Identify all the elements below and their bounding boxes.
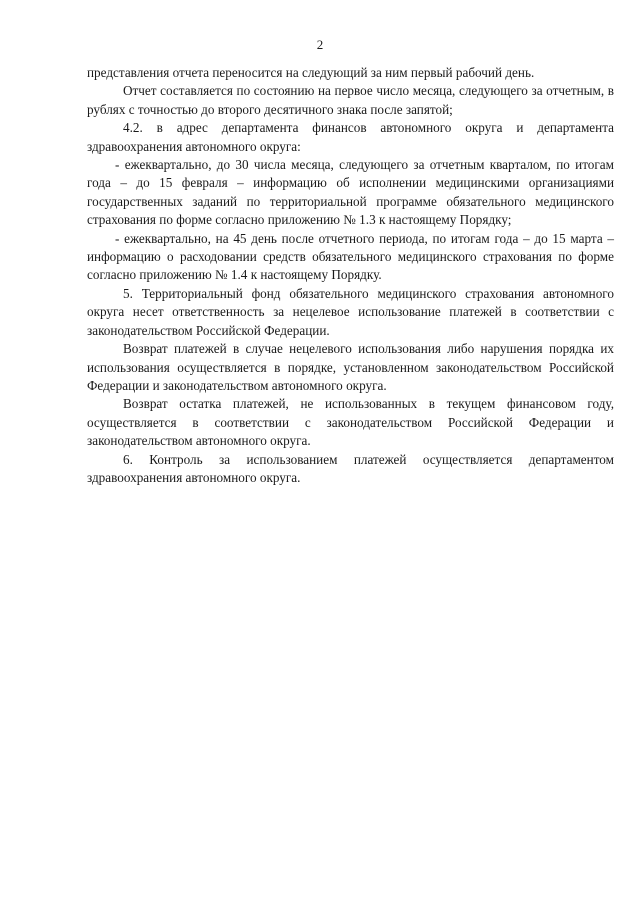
paragraph-refund-remainder: Возврат остатка платежей, не использованных в текущем финансовом году, осуществляется в соответствии с законодательством Российской Федерации и законодательством автономного округа.: [87, 396, 614, 449]
page-number: 2: [316, 37, 324, 52]
paragraph-4-2: 4.2. в адрес департамента финансов автономного округа и департамента здравоохранения автономного округа:: [87, 120, 614, 154]
paragraph-6-control: 6. Контроль за использованием платежей осуществляется департаментом здравоохранения автономного округа.: [87, 451, 614, 485]
paragraph-report-basis: Отчет составляется по состоянию на первое число месяца, следующего за отчетным, в рублях с точностью до второго десятичного знака после запятой;: [87, 83, 614, 117]
document-body: [87, 64, 614, 487]
paragraph-refund-misuse: Возврат платежей в случае нецелевого использования либо нарушения порядка их использования осуществляется в порядке, установленном законодательством Российской Федерации и законодательством автономного округа.: [87, 341, 614, 393]
paragraph-continuation: представления отчета переносится на следующий за ним первый рабочий день.: [87, 65, 535, 80]
paragraph-quarterly-tasks: - ежеквартально, до 30 числа месяца, следующего за отчетным кварталом, по итогам года – до 15 февраля – информацию об исполнении медицинскими организациями государственных заданий по территориальной программе обязательного медицинского страхования по форме согласно приложению № 1.3 к настоящему Порядку;: [87, 157, 614, 228]
paragraph-quarterly-spending: - ежеквартально, на 45 день после отчетного периода, по итогам года – до 15 марта – информацию о расходовании средств обязательного медицинского страхования по форме согласно приложению № 1.4 к настоящему Порядку.: [87, 230, 614, 283]
paragraph-5-responsibility: 5. Территориальный фонд обязательного медицинского страхования автономного округа несет ответственность за нецелевое использование платежей в соответствии с законодательством Российской Федерации.: [87, 285, 614, 338]
